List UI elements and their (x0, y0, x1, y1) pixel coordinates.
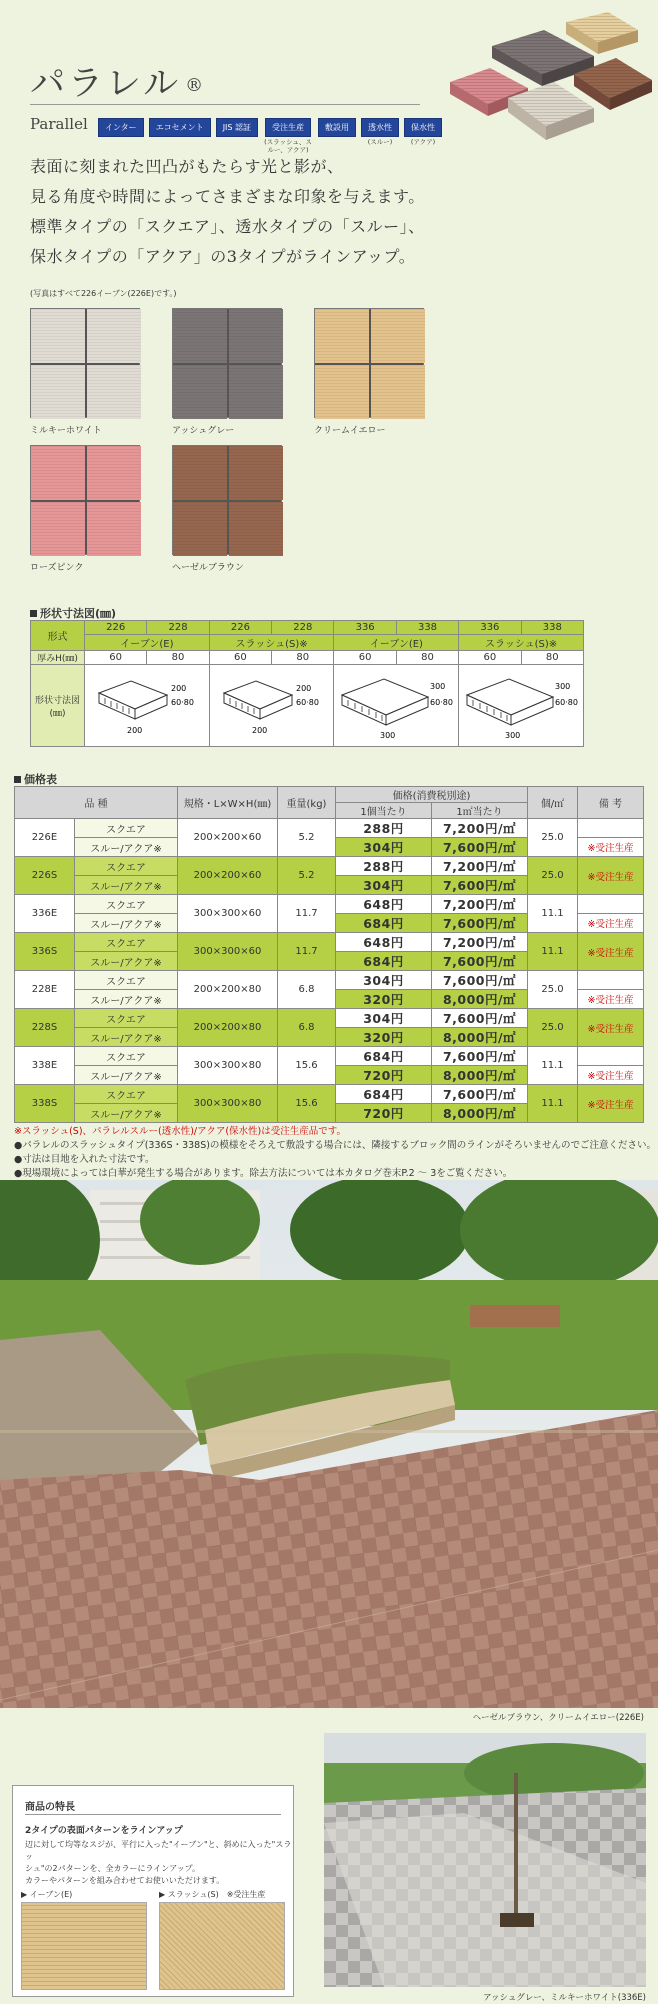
intro-line: 表面に刻まれた凹凸がもたらす光と影が、 (30, 157, 344, 176)
weight-cell: 11.7 (278, 895, 336, 933)
dim-width: 200 (251, 726, 267, 735)
note-slash-pattern: ●パラレルのスラッシュタイプ(336S・338S)の模様をそろえて敷設する場合には、隣接するブロック間のラインがそろいませんのでご注意ください。 (14, 1140, 656, 1151)
swatch-tile (173, 446, 227, 500)
tag-permeable (361, 118, 399, 154)
intro-line: 標準タイプの「スクエア」、透水タイプの「スルー」、 (30, 217, 425, 236)
note-made-to-order: ※スラッシュ(S)、パラレルスルー(透水性)/アクア(保水性)は受注生産品です。 (14, 1126, 346, 1137)
remark-cell: ※受注生産 (578, 1085, 644, 1123)
model-label: 形式 (31, 621, 85, 651)
tag-made-to-order (263, 118, 313, 154)
swatch-tile (173, 309, 227, 363)
tag-inter (98, 118, 144, 154)
price-per-piece: 720円 (336, 1066, 432, 1085)
swatch-label: ヘーゼルブラウン (172, 563, 244, 573)
spec-cell: 300×300×80 (178, 1085, 278, 1123)
price-per-sqm: 7,600円/㎡ (432, 914, 528, 933)
variant-name: スルー/アクア※ (75, 1066, 178, 1085)
registered-mark: ® (185, 75, 207, 96)
price-per-sqm: 7,600円/㎡ (432, 952, 528, 971)
block-drawing-icon (461, 665, 581, 743)
remark-cell (578, 819, 644, 838)
model-cell: 336 (334, 621, 396, 635)
remark-cell: ※受注生産 (578, 838, 644, 857)
price-per-sqm: 7,200円/㎡ (432, 933, 528, 952)
swatch-tile (315, 309, 369, 363)
title-text: パラレル (30, 64, 182, 104)
product-code: 226E (15, 819, 75, 857)
tag-label: インター (98, 118, 144, 137)
weight-cell: 5.2 (278, 857, 336, 895)
product-code: 228S (15, 1009, 75, 1047)
thickness-cell: 60 (459, 651, 521, 665)
english-title: Parallel (30, 115, 88, 133)
price-row (15, 971, 644, 990)
thickness-cell: 60 (209, 651, 271, 665)
price-row (15, 933, 644, 952)
swatch-tile (173, 365, 227, 419)
swatch-tile (229, 446, 283, 500)
swatch-tile (31, 365, 85, 419)
price-per-sqm: 7,200円/㎡ (432, 857, 528, 876)
park-paving-photo (0, 1180, 658, 1708)
thickness-cell: 80 (396, 651, 458, 665)
price-per-piece: 720円 (336, 1104, 432, 1123)
swatch-label: クリームイエロー (314, 426, 386, 436)
product-code: 336S (15, 933, 75, 971)
swatch-tile (87, 502, 141, 556)
price-per-sqm: 8,000円/㎡ (432, 1104, 528, 1123)
swatch-tile (31, 446, 85, 500)
tag-label: 受注生産 (265, 118, 311, 137)
count-cell: 25.0 (528, 1009, 578, 1047)
price-section-title: 価格表 (14, 771, 57, 787)
swatch-milky-white (30, 308, 140, 418)
swatch-tile (371, 309, 425, 363)
dim-height: 60·80 (430, 698, 454, 707)
price-per-sqm: 7,200円/㎡ (432, 819, 528, 838)
block-drawing-icon (336, 665, 456, 743)
group-cell: イーブン(E) (334, 635, 459, 651)
count-cell: 11.1 (528, 895, 578, 933)
desc-line: シュ"の2パターンを、全カラーにラインアップ。 (25, 1864, 201, 1873)
variant-name: スクエア (75, 819, 178, 838)
model-cell: 228 (272, 621, 334, 635)
price-per-sqm: 7,600円/㎡ (432, 1009, 528, 1028)
price-per-sqm: 7,200円/㎡ (432, 895, 528, 914)
spec-cell: 300×300×80 (178, 1047, 278, 1085)
feature-tags (98, 118, 442, 154)
tag-label: エコセメント (149, 118, 211, 137)
swatch-tile (229, 365, 283, 419)
tag-sublabel: (スルー) (367, 138, 393, 146)
model-cell: 338 (521, 621, 583, 635)
variant-name: スクエア (75, 1047, 178, 1066)
weight-cell: 15.6 (278, 1085, 336, 1123)
spec-cell: 200×200×60 (178, 819, 278, 857)
tag-label: 保水性 (404, 118, 442, 137)
price-per-sqm: 7,600円/㎡ (432, 1085, 528, 1104)
remark-cell (578, 971, 644, 990)
remark-cell (578, 1047, 644, 1066)
photo1-caption: ヘーゼルブラウン、クリームイエロー(226E) (472, 1713, 644, 1723)
variant-name: スクエア (75, 1085, 178, 1104)
note-efflorescence: ●現場環境によっては白華が発生する場合があります。除去方法については本カタログ巻末P.2 ～ 3をご覧ください。 (14, 1168, 513, 1179)
dim-width: 300 (380, 731, 396, 740)
header-remarks: 備 考 (578, 787, 644, 819)
price-per-piece: 648円 (336, 895, 432, 914)
count-cell: 25.0 (528, 819, 578, 857)
features-box (12, 1785, 294, 1997)
spec-cell: 200×200×60 (178, 857, 278, 895)
price-per-piece: 288円 (336, 819, 432, 838)
tag-label: JIS 認証 (216, 118, 258, 137)
spec-cell: 300×300×60 (178, 895, 278, 933)
swatch-tile (371, 365, 425, 419)
plaza-paving-photo (324, 1733, 646, 1987)
price-table (14, 786, 644, 1123)
header-weight: 重量(kg) (278, 787, 336, 819)
price-header-row (15, 787, 644, 803)
intro-line: 保水タイプの「アクア」の3タイプがラインアップ。 (30, 247, 416, 266)
weight-cell: 6.8 (278, 971, 336, 1009)
variant-name: スルー/アクア※ (75, 952, 178, 971)
dim-height: 60·80 (555, 698, 578, 707)
weight-cell: 5.2 (278, 819, 336, 857)
header-price: 価格(消費税別途) (336, 787, 528, 803)
dimension-table (30, 620, 584, 747)
variant-name: スルー/アクア※ (75, 1028, 178, 1047)
slash-pattern-label: ▶ スラッシュ(S) ※受注生産 (159, 1890, 266, 1899)
variant-name: スクエア (75, 1009, 178, 1028)
product-code: 226S (15, 857, 75, 895)
desc-line: 辺に対して均等なスジが、平行に入った"イーブン"と、斜めに入った"スラッ (25, 1840, 292, 1861)
thickness-label: 厚みH(㎜) (31, 651, 85, 665)
header-item: 品 種 (15, 787, 178, 819)
drawing-row (31, 665, 584, 747)
count-cell: 25.0 (528, 857, 578, 895)
weight-cell: 15.6 (278, 1047, 336, 1085)
variant-name: スルー/アクア※ (75, 990, 178, 1009)
dim-depth: 300 (430, 682, 446, 691)
group-cell: スラッシュ(S)※ (209, 635, 334, 651)
price-row (15, 1047, 644, 1066)
spec-cell: 200×200×80 (178, 971, 278, 1009)
swatch-tile (87, 309, 141, 363)
spec-cell: 200×200×80 (178, 1009, 278, 1047)
tag-jis (216, 118, 258, 154)
group-row (31, 635, 584, 651)
drawing-336s (459, 665, 584, 747)
dim-height: 60·80 (170, 698, 194, 707)
thickness-cell: 80 (272, 651, 334, 665)
product-code: 338S (15, 1085, 75, 1123)
price-row (15, 895, 644, 914)
thickness-cell: 60 (334, 651, 396, 665)
swatch-tile (315, 365, 369, 419)
swatch-rose-pink (30, 445, 140, 555)
drawing-label: 形状寸法図(㎜) (31, 665, 85, 747)
price-per-sqm: 7,600円/㎡ (432, 876, 528, 895)
swatch-label: アッシュグレー (172, 426, 235, 436)
remark-cell: ※受注生産 (578, 1009, 644, 1047)
dim-width: 200 (126, 726, 143, 735)
model-row (31, 621, 584, 635)
weight-cell: 11.7 (278, 933, 336, 971)
variant-name: スルー/アクア※ (75, 838, 178, 857)
product-code: 338E (15, 1047, 75, 1085)
price-per-sqm: 8,000円/㎡ (432, 990, 528, 1009)
price-per-sqm: 7,600円/㎡ (432, 838, 528, 857)
dim-depth: 200 (170, 684, 187, 693)
features-subtitle: 2タイプの表面パターンをラインアップ (25, 1826, 183, 1836)
swatch-tile (31, 309, 85, 363)
group-cell: スラッシュ(S)※ (459, 635, 584, 651)
intro-line: 見る角度や時間によってさまざまな印象を与えます。 (30, 187, 425, 206)
swatch-label: ローズピンク (30, 563, 84, 573)
price-per-sqm: 7,600円/㎡ (432, 1047, 528, 1066)
dimension-section-title: 形状寸法図(㎜) (30, 605, 116, 621)
model-cell: 226 (85, 621, 147, 635)
remark-cell: ※受注生産 (578, 990, 644, 1009)
price-row (15, 819, 644, 838)
tag-sublabel: (アクア) (410, 138, 436, 146)
swatch-tile (31, 502, 85, 556)
product-code: 336E (15, 895, 75, 933)
price-per-piece: 304円 (336, 838, 432, 857)
price-per-piece: 648円 (336, 933, 432, 952)
price-per-piece: 320円 (336, 990, 432, 1009)
count-cell: 11.1 (528, 933, 578, 971)
thickness-row (31, 651, 584, 665)
swatch-cream-yellow (314, 308, 424, 418)
remark-cell: ※受注生産 (578, 1066, 644, 1085)
thickness-cell: 80 (147, 651, 209, 665)
price-per-piece: 684円 (336, 1047, 432, 1066)
price-per-sqm: 8,000円/㎡ (432, 1066, 528, 1085)
model-cell: 338 (396, 621, 458, 635)
even-pattern-sample (21, 1902, 147, 1990)
price-per-piece: 304円 (336, 971, 432, 990)
photo-note: (写真はすべて226イーブン(226E)です。) (30, 289, 177, 298)
remark-cell: ※受注生産 (578, 914, 644, 933)
model-cell: 228 (147, 621, 209, 635)
thickness-cell: 60 (85, 651, 147, 665)
even-pattern-label: ▶ イーブン(E) (21, 1890, 73, 1899)
swatch-label: ミルキーホワイト (30, 426, 102, 436)
count-cell: 11.1 (528, 1047, 578, 1085)
tag-sublabel: (スラッシュ、スルー、アクア) (264, 138, 312, 155)
block-drawing-icon (87, 665, 207, 743)
spec-cell: 300×300×60 (178, 933, 278, 971)
swatch-tile (87, 365, 141, 419)
variant-name: スルー/アクア※ (75, 914, 178, 933)
desc-line: カラーやパターンを組み合わせてお使いいただけます。 (25, 1876, 225, 1885)
product-code: 228E (15, 971, 75, 1009)
price-per-sqm: 7,600円/㎡ (432, 971, 528, 990)
features-divider (25, 1814, 281, 1815)
tag-eco-cement (149, 118, 211, 154)
tag-water-retentive (404, 118, 442, 154)
count-cell: 11.1 (528, 1085, 578, 1123)
swatch-ash-grey (172, 308, 282, 418)
dim-depth: 200 (295, 684, 311, 693)
page-title (30, 56, 206, 106)
price-per-piece: 320円 (336, 1028, 432, 1047)
header-spec: 規格・L×W×H(㎜) (178, 787, 278, 819)
price-per-piece: 304円 (336, 1009, 432, 1028)
price-per-piece: 684円 (336, 914, 432, 933)
intro-text (30, 152, 425, 272)
tag-label: 透水性 (361, 118, 399, 137)
product-blocks-image (448, 12, 653, 150)
price-row (15, 1009, 644, 1028)
slash-pattern-sample (159, 1902, 285, 1990)
tag-paving (318, 118, 356, 154)
model-cell: 336 (459, 621, 521, 635)
count-cell: 25.0 (528, 971, 578, 1009)
variant-name: スクエア (75, 857, 178, 876)
variant-name: スクエア (75, 971, 178, 990)
swatch-tile (229, 309, 283, 363)
price-per-piece: 684円 (336, 952, 432, 971)
price-row (15, 1085, 644, 1104)
model-cell: 226 (209, 621, 271, 635)
remark-cell: ※受注生産 (578, 857, 644, 895)
header-count: 個/㎡ (528, 787, 578, 819)
swatch-tile (173, 502, 227, 556)
block-drawing-icon (212, 665, 332, 743)
price-row (15, 857, 644, 876)
dim-width: 300 (505, 731, 521, 740)
swatch-tile (87, 446, 141, 500)
group-cell: イーブン(E) (85, 635, 210, 651)
variant-name: スルー/アクア※ (75, 876, 178, 895)
swatch-hazel-brown (172, 445, 282, 555)
dim-depth: 300 (555, 682, 571, 691)
photo2-caption: アッシュグレー、ミルキーホワイト(336E) (483, 1993, 646, 2003)
tag-label: 敷設用 (318, 118, 356, 137)
price-per-piece: 288円 (336, 857, 432, 876)
features-title: 商品の特長 (25, 1802, 75, 1813)
thickness-cell: 80 (521, 651, 583, 665)
price-per-piece: 684円 (336, 1085, 432, 1104)
variant-name: スクエア (75, 895, 178, 914)
price-per-sqm: 8,000円/㎡ (432, 1028, 528, 1047)
remark-cell: ※受注生産 (578, 933, 644, 971)
swatch-tile (229, 502, 283, 556)
weight-cell: 6.8 (278, 1009, 336, 1047)
header-per-sqm: 1㎡当たり (432, 803, 528, 819)
variant-name: スクエア (75, 933, 178, 952)
title-divider (30, 104, 420, 105)
remark-cell (578, 895, 644, 914)
price-per-piece: 304円 (336, 876, 432, 895)
note-dimensions: ●寸法は目地を入れた寸法です。 (14, 1154, 155, 1165)
dim-height: 60·80 (295, 698, 319, 707)
header-per-piece: 1個当たり (336, 803, 432, 819)
drawing-226e (85, 665, 210, 747)
variant-name: スルー/アクア※ (75, 1104, 178, 1123)
drawing-226s (209, 665, 334, 747)
drawing-336e (334, 665, 459, 747)
features-description (25, 1839, 293, 1887)
